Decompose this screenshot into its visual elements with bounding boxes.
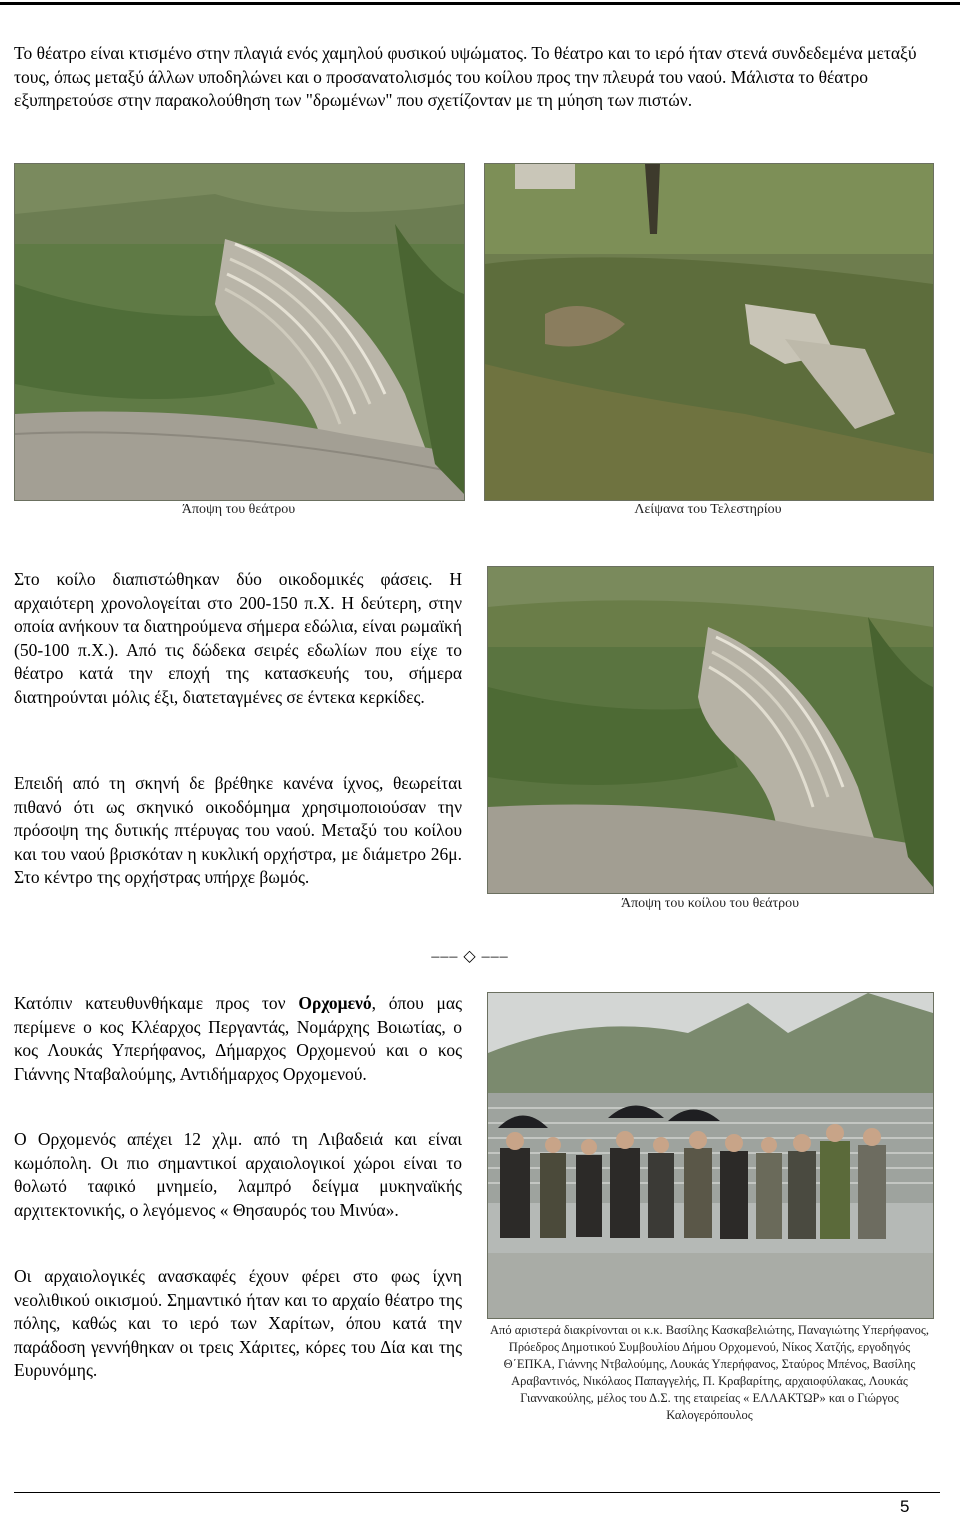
section-divider: ––– ◇ ––– [431,948,509,965]
orchomenos-rest: , όπου μας περίμενε ο κος Κλέαρχος Περγαντάς, Νομάρχης Βοιωτίας, ο κος Λουκάς Υπερήφανος, Δήμαρχος Ορχομενού και ο κος Γιάννης Νταβαλούμης, Αντιδήμαρχος Ορχομενού. [14,993,463,1084]
phases-paragraph: Στο κοίλο διαπιστώθηκαν δύο οικοδομικές φάσεις. Η αρχαιότερη χρονολογείται στο 200-150 π.Χ. Η δεύτερη, στην οποία ανήκουν τα διατηρούμενα σήμερα εδώλια, είναι ρωμαϊκή (50-100 π.Χ.). Από τις δώδεκα σειρές εδωλίων που είχε το θέατρο κατά την εποχή της κατασκευής του, σήμερα διατηρούνται μόλις έξι, διατεταγμένες σε έντεκα κερκίδες. [14,569,462,707]
orchomenos-lead: Κατόπιν κατευθυνθήκαμε προς τον [14,993,299,1013]
page-number: 5 [900,1497,910,1516]
stage-paragraph: Επειδή από τη σκηνή δε βρέθηκε κανένα ίχνος, θεωρείται πιθανό ότι ως σκηνικό οικοδόμημα χρησιμοποιούσαν την πρόσοψη της δυτικής πτέρυγας του ναού. Μεταξύ του κοίλου και του ναού βρισκόταν η κυκλική ορχήστρα, με διάμετρο 26μ. Στο κέντρο της ορχήστρας υπήρχε βωμός. [14,773,462,887]
koilon-caption: Άποψη του κοίλου του θεάτρου [620,896,800,911]
distance-paragraph: Ο Ορχομενός απέχει 12 χλμ. από τη Λιβαδειά και είναι κωμόπολη. Οι πιο σημαντικοί αρχαιολογικοί χώροι είναι το θολωτό ταφικό μνημείο, λαμπρό δείγμα μυκηναϊκής αρχιτεκτονικής, ο λεγόμενος « Θησαυρός του Μινύα». [14,1129,462,1220]
orchomenos-paragraph [14,992,462,1086]
orchomenos-bold: Ορχομενό [298,993,372,1013]
group-photo [487,992,934,1319]
bottom-rule [14,1492,940,1493]
koilon-photo [487,566,934,894]
top-rule [0,2,960,5]
group-caption: Από αριστερά διακρίνονται οι κ.κ. Βασίλης Κασκαβελιώτης, Παναγιώτης Υπερήφανος, Πρόεδρος Δημοτικού Συμβουλίου Δήμου Ορχομενού, Νίκος Χατζής, εργοδηγός Θ΄ΕΠΚΑ, Γιάννης Ντβαλούμης, Λουκάς Υπερήφανος, Σταύρος Μπένος, Βασίλης Αραβαντινός, Νικόλαος Παπαγγελής, Π. Κραβαρίτης, αρχαιοφύλακας, Λουκάς Γιαννακούλης, μέλος του Δ.Σ. της εταιρείας « ΕΛΛΑΚΤΩΡ» και ο Γιώργος Καλογερόπουλος [490,1323,929,1422]
excavations-paragraph: Οι αρχαιολογικές ανασκαφές έχουν φέρει στο φως ίχνη νεολιθικού οικισμού. Σημαντικό ήταν και το αρχαίο θέατρο της πόλης, καθώς και το ιερό των Χαρίτων, όπου κατά την παράδοση γεννήθηκαν οι τρεις Χάριτες, κόρες του Δία και της Ευρυνόμης. [14,1266,462,1380]
telesterion-caption: Λείψανα του Τελεστηρίου [634,502,782,517]
theatre-view-photo [14,163,465,501]
theatre-view-caption: Άποψη του θεάτρου [181,502,296,517]
intro-paragraph: Το θέατρο είναι κτισμένο στην πλαγιά ενός χαμηλού φυσικού υψώματος. Το θέατρο και το ιερό ήταν στενά συνδεδεμένα μεταξύ τους, όπως μεταξύ άλλων υποδηλώνει και ο προσανατολισμός του κοίλου προς την πλευρά του ναού. Μάλιστα το θέατρο εξυπηρετούσε στην παρακολούθηση των "δρωμένων" που σχετίζονταν με τη μύηση των πιστών. [14,43,917,110]
telesterion-photo [484,163,934,501]
